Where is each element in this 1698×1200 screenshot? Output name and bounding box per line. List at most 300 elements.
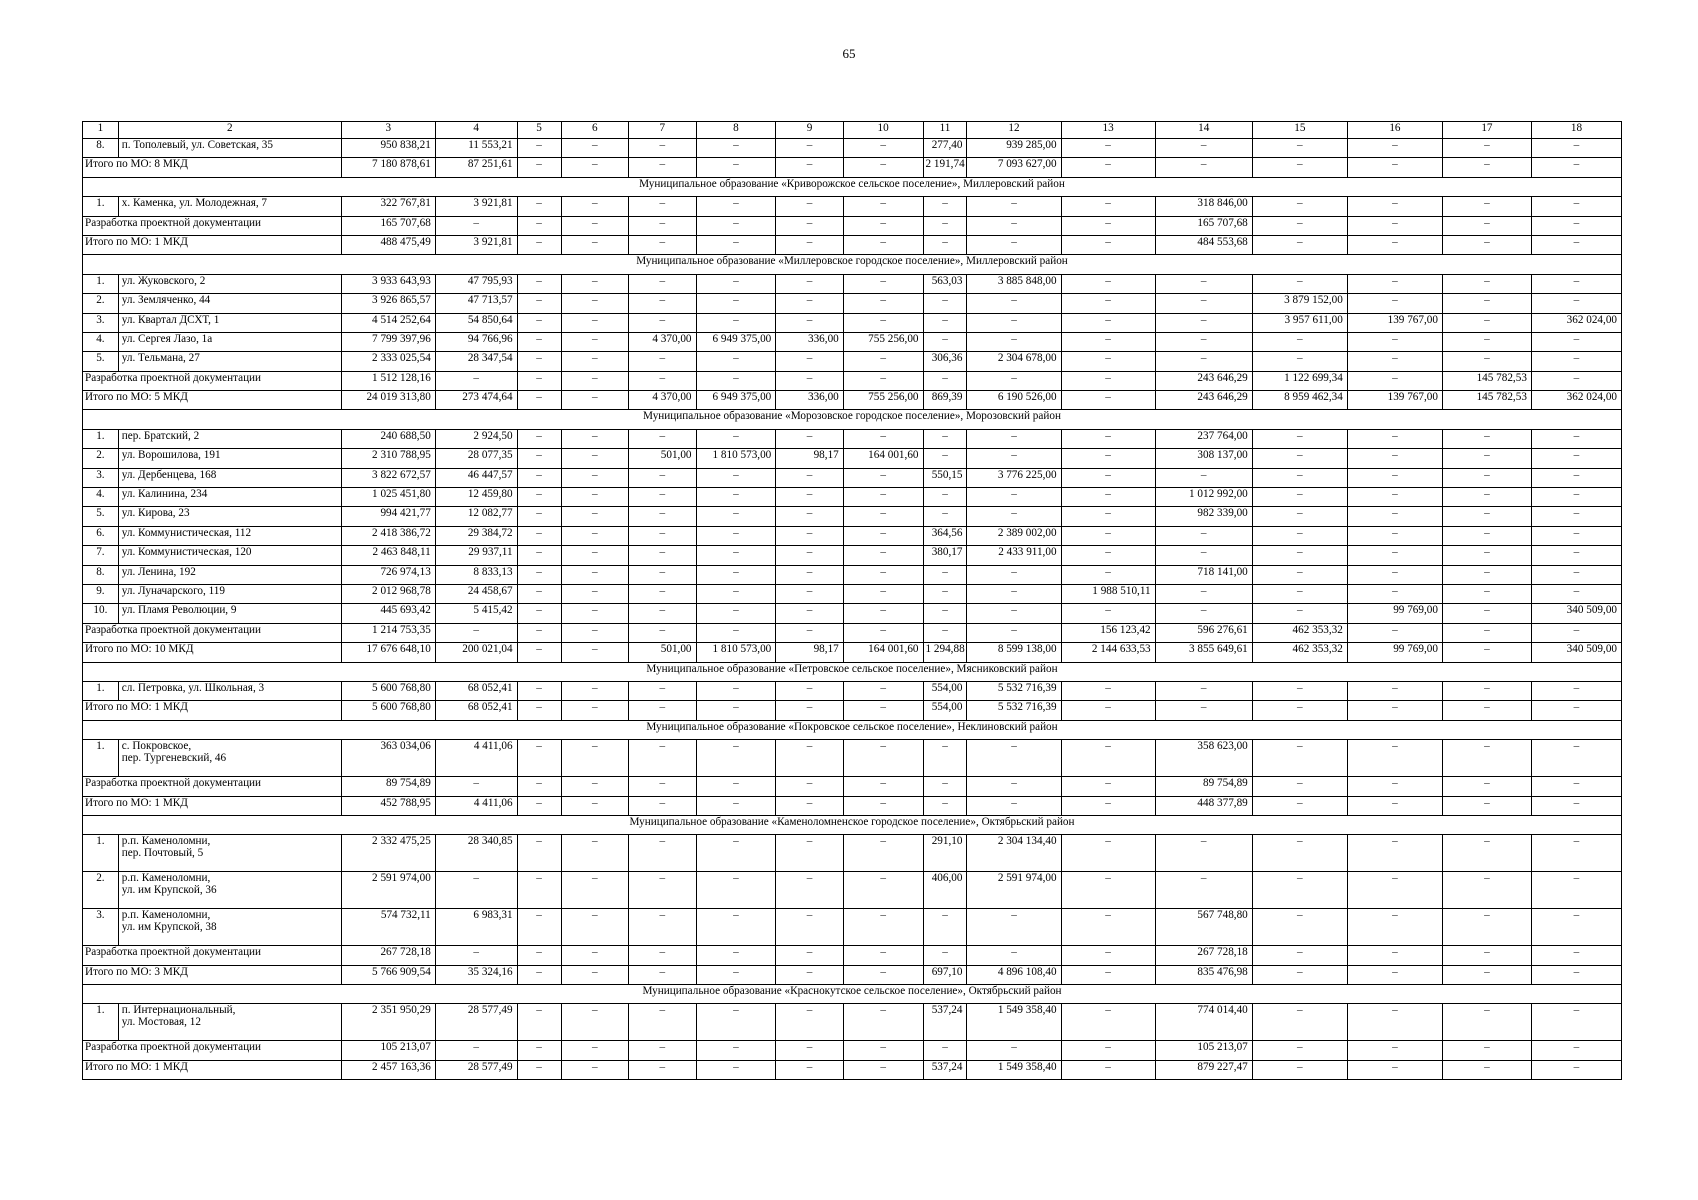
- amount-cell: 3 822 672,57: [341, 468, 435, 487]
- empty-value: –: [696, 872, 776, 909]
- address-line: ул. им Крупской, 38: [121, 921, 217, 934]
- empty-value: –: [629, 294, 696, 313]
- amount-cell: 139 767,00: [1347, 313, 1442, 332]
- empty-value: –: [1531, 872, 1621, 909]
- table-row: [83, 468, 1622, 487]
- empty-value: –: [1347, 235, 1442, 254]
- empty-value: –: [629, 139, 696, 158]
- amount-cell: 4 411,06: [435, 796, 517, 815]
- empty-value: –: [843, 1004, 923, 1041]
- empty-value: –: [843, 429, 923, 448]
- address-line: р.п. Каменоломни,: [121, 872, 211, 885]
- amount-cell: 939 285,00: [967, 139, 1061, 158]
- empty-value: –: [1531, 835, 1621, 872]
- row-label: Итого по МО: 1 МКД: [83, 235, 342, 254]
- amount-cell: 445 693,42: [341, 604, 435, 623]
- empty-value: –: [843, 468, 923, 487]
- empty-value: –: [843, 294, 923, 313]
- empty-value: –: [1531, 449, 1621, 468]
- empty-value: –: [776, 584, 843, 603]
- empty-value: –: [517, 681, 561, 700]
- empty-value: –: [1531, 507, 1621, 526]
- amount-cell: 596 276,61: [1155, 623, 1252, 642]
- empty-value: –: [1347, 565, 1442, 584]
- empty-value: –: [1061, 235, 1155, 254]
- column-number-8: 8: [696, 122, 776, 139]
- summary-row: [83, 796, 1622, 815]
- empty-value: –: [1252, 946, 1347, 965]
- address-cell: п. Тополевый, ул. Советская, 35: [118, 139, 341, 158]
- amount-cell: 2 418 386,72: [341, 526, 435, 545]
- amount-cell: 358 623,00: [1155, 740, 1252, 777]
- amount-cell: 145 782,53: [1442, 391, 1531, 410]
- empty-value: –: [561, 604, 628, 623]
- column-number-10: 10: [843, 122, 923, 139]
- column-number-7: 7: [629, 122, 696, 139]
- row-number: 5.: [83, 507, 119, 526]
- empty-value: –: [629, 197, 696, 216]
- section-row: [83, 255, 1622, 274]
- empty-value: –: [629, 488, 696, 507]
- empty-value: –: [1252, 352, 1347, 371]
- amount-cell: 3 933 643,93: [341, 274, 435, 293]
- empty-value: –: [967, 429, 1061, 448]
- empty-value: –: [776, 796, 843, 815]
- amount-cell: 12 082,77: [435, 507, 517, 526]
- amount-cell: 200 021,04: [435, 643, 517, 662]
- empty-value: –: [517, 623, 561, 642]
- table-row: [83, 488, 1622, 507]
- empty-value: –: [629, 872, 696, 909]
- column-number-15: 15: [1252, 122, 1347, 139]
- empty-value: –: [1252, 158, 1347, 177]
- empty-value: –: [776, 371, 843, 390]
- empty-value: –: [1061, 565, 1155, 584]
- empty-value: –: [776, 216, 843, 235]
- amount-cell: 165 707,68: [341, 216, 435, 235]
- empty-value: –: [629, 835, 696, 872]
- empty-value: –: [561, 946, 628, 965]
- empty-value: –: [696, 565, 776, 584]
- empty-value: –: [1531, 274, 1621, 293]
- amount-cell: 362 024,00: [1531, 313, 1621, 332]
- empty-value: –: [1252, 332, 1347, 351]
- address-cell: ул. Сергея Лазо, 1а: [118, 332, 341, 351]
- empty-value: –: [1442, 740, 1531, 777]
- empty-value: –: [1061, 740, 1155, 777]
- empty-value: –: [696, 139, 776, 158]
- empty-value: –: [696, 274, 776, 293]
- row-number: 1.: [83, 274, 119, 293]
- amount-cell: 2 591 974,00: [341, 872, 435, 909]
- empty-value: –: [776, 1004, 843, 1041]
- row-number: 1.: [83, 681, 119, 700]
- amount-cell: 35 324,16: [435, 965, 517, 984]
- empty-value: –: [1061, 488, 1155, 507]
- amount-cell: 28 077,35: [435, 449, 517, 468]
- empty-value: –: [776, 313, 843, 332]
- empty-value: –: [629, 235, 696, 254]
- empty-value: –: [1061, 946, 1155, 965]
- row-label: Разработка проектной документации: [83, 777, 342, 796]
- empty-value: –: [561, 488, 628, 507]
- empty-value: –: [561, 796, 628, 815]
- empty-value: –: [923, 332, 967, 351]
- empty-value: –: [1347, 681, 1442, 700]
- empty-value: –: [923, 796, 967, 815]
- amount-cell: 98,17: [776, 449, 843, 468]
- empty-value: –: [1442, 468, 1531, 487]
- amount-cell: 156 123,42: [1061, 623, 1155, 642]
- empty-value: –: [696, 584, 776, 603]
- empty-value: –: [1252, 835, 1347, 872]
- empty-value: –: [1442, 909, 1531, 946]
- empty-value: –: [629, 546, 696, 565]
- amount-cell: 28 347,54: [435, 352, 517, 371]
- empty-value: –: [561, 449, 628, 468]
- amount-cell: 336,00: [776, 332, 843, 351]
- municipality-heading: Муниципальное образование «Петровское сельское поселение», Мясниковский район: [83, 662, 1622, 681]
- amount-cell: 3 957 611,00: [1252, 313, 1347, 332]
- empty-value: –: [843, 235, 923, 254]
- empty-value: –: [696, 507, 776, 526]
- empty-value: –: [517, 488, 561, 507]
- empty-value: –: [923, 235, 967, 254]
- amount-cell: 3 879 152,00: [1252, 294, 1347, 313]
- row-label: Итого по МО: 1 МКД: [83, 1060, 342, 1079]
- header-row: [83, 122, 1622, 139]
- amount-cell: 563,03: [923, 274, 967, 293]
- amount-cell: 2 191,74: [923, 158, 967, 177]
- amount-cell: 1 025 451,80: [341, 488, 435, 507]
- empty-value: –: [923, 197, 967, 216]
- amount-cell: 5 600 768,80: [341, 681, 435, 700]
- empty-value: –: [967, 777, 1061, 796]
- section-row: [83, 662, 1622, 681]
- amount-cell: 6 190 526,00: [967, 391, 1061, 410]
- row-number: 1.: [83, 835, 119, 872]
- row-label: Итого по МО: 8 МКД: [83, 158, 342, 177]
- amount-cell: 105 213,07: [1155, 1041, 1252, 1060]
- empty-value: –: [561, 313, 628, 332]
- empty-value: –: [1061, 313, 1155, 332]
- empty-value: –: [561, 681, 628, 700]
- row-number: 3.: [83, 909, 119, 946]
- empty-value: –: [561, 701, 628, 720]
- empty-value: –: [1347, 197, 1442, 216]
- address-cell: ул. Коммунистическая, 112: [118, 526, 341, 545]
- empty-value: –: [629, 604, 696, 623]
- amount-cell: 7 180 878,61: [341, 158, 435, 177]
- amount-cell: 380,17: [923, 546, 967, 565]
- empty-value: –: [696, 604, 776, 623]
- empty-value: –: [561, 235, 628, 254]
- amount-cell: 291,10: [923, 835, 967, 872]
- empty-value: –: [967, 1041, 1061, 1060]
- amount-cell: 87 251,61: [435, 158, 517, 177]
- empty-value: –: [923, 909, 967, 946]
- empty-value: –: [629, 216, 696, 235]
- empty-value: –: [629, 965, 696, 984]
- empty-value: –: [1061, 197, 1155, 216]
- amount-cell: 47 713,57: [435, 294, 517, 313]
- empty-value: –: [517, 313, 561, 332]
- amount-cell: 11 553,21: [435, 139, 517, 158]
- empty-value: –: [1155, 604, 1252, 623]
- empty-value: –: [1347, 468, 1442, 487]
- empty-value: –: [517, 946, 561, 965]
- amount-cell: 869,39: [923, 391, 967, 410]
- amount-cell: 99 769,00: [1347, 604, 1442, 623]
- empty-value: –: [696, 488, 776, 507]
- empty-value: –: [696, 1041, 776, 1060]
- empty-value: –: [1442, 623, 1531, 642]
- empty-value: –: [776, 909, 843, 946]
- empty-value: –: [1531, 488, 1621, 507]
- empty-value: –: [435, 777, 517, 796]
- empty-value: –: [1252, 429, 1347, 448]
- amount-cell: 755 256,00: [843, 332, 923, 351]
- address-cell: [118, 872, 341, 909]
- empty-value: –: [776, 835, 843, 872]
- row-number: 1.: [83, 429, 119, 448]
- empty-value: –: [843, 216, 923, 235]
- municipality-heading: Муниципальное образование «Каменоломненское городское поселение», Октябрьский район: [83, 815, 1622, 834]
- empty-value: –: [1061, 701, 1155, 720]
- empty-value: –: [1155, 701, 1252, 720]
- row-label: Итого по МО: 1 МКД: [83, 701, 342, 720]
- empty-value: –: [776, 158, 843, 177]
- summary-row: [83, 1041, 1622, 1060]
- empty-value: –: [923, 313, 967, 332]
- summary-row: [83, 371, 1622, 390]
- empty-value: –: [696, 216, 776, 235]
- address-cell: ул. Ленина, 192: [118, 565, 341, 584]
- amount-cell: 982 339,00: [1155, 507, 1252, 526]
- empty-value: –: [1061, 546, 1155, 565]
- empty-value: –: [561, 274, 628, 293]
- empty-value: –: [1252, 449, 1347, 468]
- empty-value: –: [923, 623, 967, 642]
- row-number: 8.: [83, 139, 119, 158]
- empty-value: –: [967, 740, 1061, 777]
- empty-value: –: [561, 546, 628, 565]
- amount-cell: 273 474,64: [435, 391, 517, 410]
- empty-value: –: [1531, 216, 1621, 235]
- empty-value: –: [776, 488, 843, 507]
- empty-value: –: [1531, 546, 1621, 565]
- empty-value: –: [1442, 1004, 1531, 1041]
- empty-value: –: [776, 872, 843, 909]
- row-number: 8.: [83, 565, 119, 584]
- empty-value: –: [629, 946, 696, 965]
- empty-value: –: [1347, 1041, 1442, 1060]
- empty-value: –: [1061, 429, 1155, 448]
- empty-value: –: [843, 197, 923, 216]
- empty-value: –: [1531, 777, 1621, 796]
- empty-value: –: [1442, 274, 1531, 293]
- amount-cell: 29 384,72: [435, 526, 517, 545]
- amount-cell: 550,15: [923, 468, 967, 487]
- empty-value: –: [517, 1041, 561, 1060]
- table-row: [83, 909, 1622, 946]
- amount-cell: 318 846,00: [1155, 197, 1252, 216]
- table-row: [83, 565, 1622, 584]
- empty-value: –: [1155, 274, 1252, 293]
- empty-value: –: [1155, 468, 1252, 487]
- row-label: Итого по МО: 10 МКД: [83, 643, 342, 662]
- empty-value: –: [696, 777, 776, 796]
- empty-value: –: [1061, 526, 1155, 545]
- empty-value: –: [629, 777, 696, 796]
- empty-value: –: [561, 332, 628, 351]
- empty-value: –: [1252, 965, 1347, 984]
- address-cell: ул. Тельмана, 27: [118, 352, 341, 371]
- empty-value: –: [435, 946, 517, 965]
- empty-value: –: [1347, 352, 1442, 371]
- municipality-heading: Муниципальное образование «Морозовское городское поселение», Морозовский район: [83, 410, 1622, 429]
- empty-value: –: [1442, 197, 1531, 216]
- empty-value: –: [629, 507, 696, 526]
- address-line: пер. Тургеневский, 46: [121, 751, 227, 764]
- empty-value: –: [1347, 294, 1442, 313]
- amount-cell: 8 959 462,34: [1252, 391, 1347, 410]
- empty-value: –: [1252, 777, 1347, 796]
- amount-cell: 28 577,49: [435, 1060, 517, 1079]
- empty-value: –: [696, 740, 776, 777]
- amount-cell: 4 411,06: [435, 740, 517, 777]
- amount-cell: 105 213,07: [341, 1041, 435, 1060]
- amount-cell: 1 512 128,16: [341, 371, 435, 390]
- municipality-heading: Муниципальное образование «Краснокутское сельское поселение», Октябрьский район: [83, 985, 1622, 1004]
- repair-cost-table: [82, 121, 1622, 1080]
- empty-value: –: [517, 584, 561, 603]
- empty-value: –: [967, 584, 1061, 603]
- empty-value: –: [967, 294, 1061, 313]
- address-cell: [118, 909, 341, 946]
- empty-value: –: [1442, 158, 1531, 177]
- empty-value: –: [923, 371, 967, 390]
- empty-value: –: [1531, 740, 1621, 777]
- empty-value: –: [696, 1060, 776, 1079]
- address-cell: ул. Дербенцева, 168: [118, 468, 341, 487]
- empty-value: –: [561, 623, 628, 642]
- empty-value: –: [1347, 429, 1442, 448]
- empty-value: –: [1347, 623, 1442, 642]
- amount-cell: 243 646,29: [1155, 391, 1252, 410]
- empty-value: –: [843, 872, 923, 909]
- amount-cell: 2 333 025,54: [341, 352, 435, 371]
- empty-value: –: [517, 235, 561, 254]
- empty-value: –: [696, 835, 776, 872]
- summary-row: [83, 216, 1622, 235]
- amount-cell: 3 885 848,00: [967, 274, 1061, 293]
- amount-cell: 994 421,77: [341, 507, 435, 526]
- empty-value: –: [1531, 701, 1621, 720]
- empty-value: –: [843, 623, 923, 642]
- empty-value: –: [1061, 1060, 1155, 1079]
- empty-value: –: [967, 565, 1061, 584]
- empty-value: –: [1061, 777, 1155, 796]
- empty-value: –: [1347, 371, 1442, 390]
- empty-value: –: [843, 740, 923, 777]
- empty-value: –: [1347, 909, 1442, 946]
- row-label: Итого по МО: 5 МКД: [83, 391, 342, 410]
- empty-value: –: [696, 796, 776, 815]
- address-cell: ул. Коммунистическая, 120: [118, 546, 341, 565]
- empty-value: –: [843, 1041, 923, 1060]
- empty-value: –: [967, 623, 1061, 642]
- empty-value: –: [1252, 565, 1347, 584]
- empty-value: –: [776, 604, 843, 623]
- address-cell: ул. Луначарского, 119: [118, 584, 341, 603]
- empty-value: –: [1252, 488, 1347, 507]
- amount-cell: 5 532 716,39: [967, 681, 1061, 700]
- empty-value: –: [843, 681, 923, 700]
- empty-value: –: [1442, 946, 1531, 965]
- table-row: [83, 449, 1622, 468]
- amount-cell: 452 788,95: [341, 796, 435, 815]
- table-row: [83, 332, 1622, 351]
- empty-value: –: [843, 584, 923, 603]
- amount-cell: 406,00: [923, 872, 967, 909]
- empty-value: –: [1252, 468, 1347, 487]
- row-label: Разработка проектной документации: [83, 371, 342, 390]
- empty-value: –: [561, 507, 628, 526]
- empty-value: –: [843, 371, 923, 390]
- empty-value: –: [629, 1041, 696, 1060]
- empty-value: –: [696, 371, 776, 390]
- empty-value: –: [1531, 158, 1621, 177]
- empty-value: –: [435, 872, 517, 909]
- summary-row: [83, 965, 1622, 984]
- empty-value: –: [967, 604, 1061, 623]
- amount-cell: 243 646,29: [1155, 371, 1252, 390]
- address-cell: пер. Братский, 2: [118, 429, 341, 448]
- empty-value: –: [517, 352, 561, 371]
- amount-cell: 1 214 753,35: [341, 623, 435, 642]
- empty-value: –: [629, 352, 696, 371]
- amount-cell: 164 001,60: [843, 449, 923, 468]
- empty-value: –: [776, 352, 843, 371]
- empty-value: –: [561, 643, 628, 662]
- address-line: п. Интернациональный,: [121, 1004, 236, 1017]
- address-cell: х. Каменка, ул. Молодежная, 7: [118, 197, 341, 216]
- summary-row: [83, 701, 1622, 720]
- amount-cell: 164 001,60: [843, 643, 923, 662]
- amount-cell: 28 577,49: [435, 1004, 517, 1041]
- amount-cell: 98,17: [776, 643, 843, 662]
- empty-value: –: [517, 216, 561, 235]
- summary-row: [83, 946, 1622, 965]
- empty-value: –: [696, 313, 776, 332]
- empty-value: –: [1347, 796, 1442, 815]
- empty-value: –: [1442, 429, 1531, 448]
- empty-value: –: [1442, 965, 1531, 984]
- amount-cell: 448 377,89: [1155, 796, 1252, 815]
- empty-value: –: [1347, 740, 1442, 777]
- amount-cell: 139 767,00: [1347, 391, 1442, 410]
- summary-row: [83, 391, 1622, 410]
- empty-value: –: [1531, 909, 1621, 946]
- empty-value: –: [1347, 946, 1442, 965]
- empty-value: –: [561, 1041, 628, 1060]
- empty-value: –: [843, 313, 923, 332]
- row-number: 9.: [83, 584, 119, 603]
- amount-cell: 501,00: [629, 643, 696, 662]
- table-row: [83, 526, 1622, 545]
- empty-value: –: [1531, 1041, 1621, 1060]
